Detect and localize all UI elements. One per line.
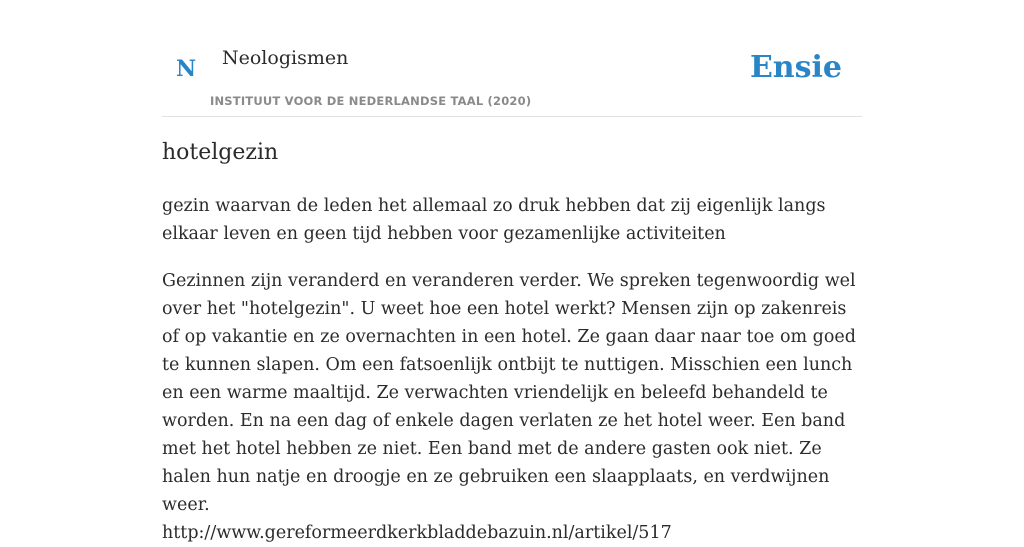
source-header — [162, 0, 862, 117]
source-title-link[interactable]: Neologismen — [222, 47, 349, 69]
ensie-logo[interactable]: Ensie — [749, 50, 842, 85]
entry-headword: hotelgezin — [162, 140, 279, 165]
entry-example — [162, 267, 868, 547]
source-publisher: INSTITUUT VOOR DE NEDERLANDSE TAAL (2020) — [210, 94, 532, 108]
source-initial-badge: N — [176, 56, 197, 82]
entry-definition: gezin waarvan de leden het allemaal zo druk hebben dat zij eigenlijk langs elkaar leven en geen tijd hebben voor gezamenlijke activiteiten — [162, 196, 826, 244]
example-text: Gezinnen zijn veranderd en veranderen verder. We spreken tegenwoordig wel over het "hotelgezin". U weet hoe een hotel werkt? Mensen zijn op zakenreis of op vakantie en ze overnachten in een hotel. Ze gaan daar naar toe om goed te kunnen slapen. Om een fatsoenlijk ontbijt te nuttigen. Misschien een lunch en een warme maaltijd. Ze verwachten vriendelijk en beleefd behandeld te worden. En na een dag of enkele dagen verlaten ze het hotel weer. Een band met het hotel hebben ze niet. Een band met de andere gasten ook niet. Ze halen hun natje en droogje en ze gebruiken een slaapplaats, en verdwijnen weer. — [162, 271, 856, 515]
example-source-link[interactable]: http://www.gereformeerdkerkbladdebazuin.nl/artikel/517 — [162, 523, 672, 543]
